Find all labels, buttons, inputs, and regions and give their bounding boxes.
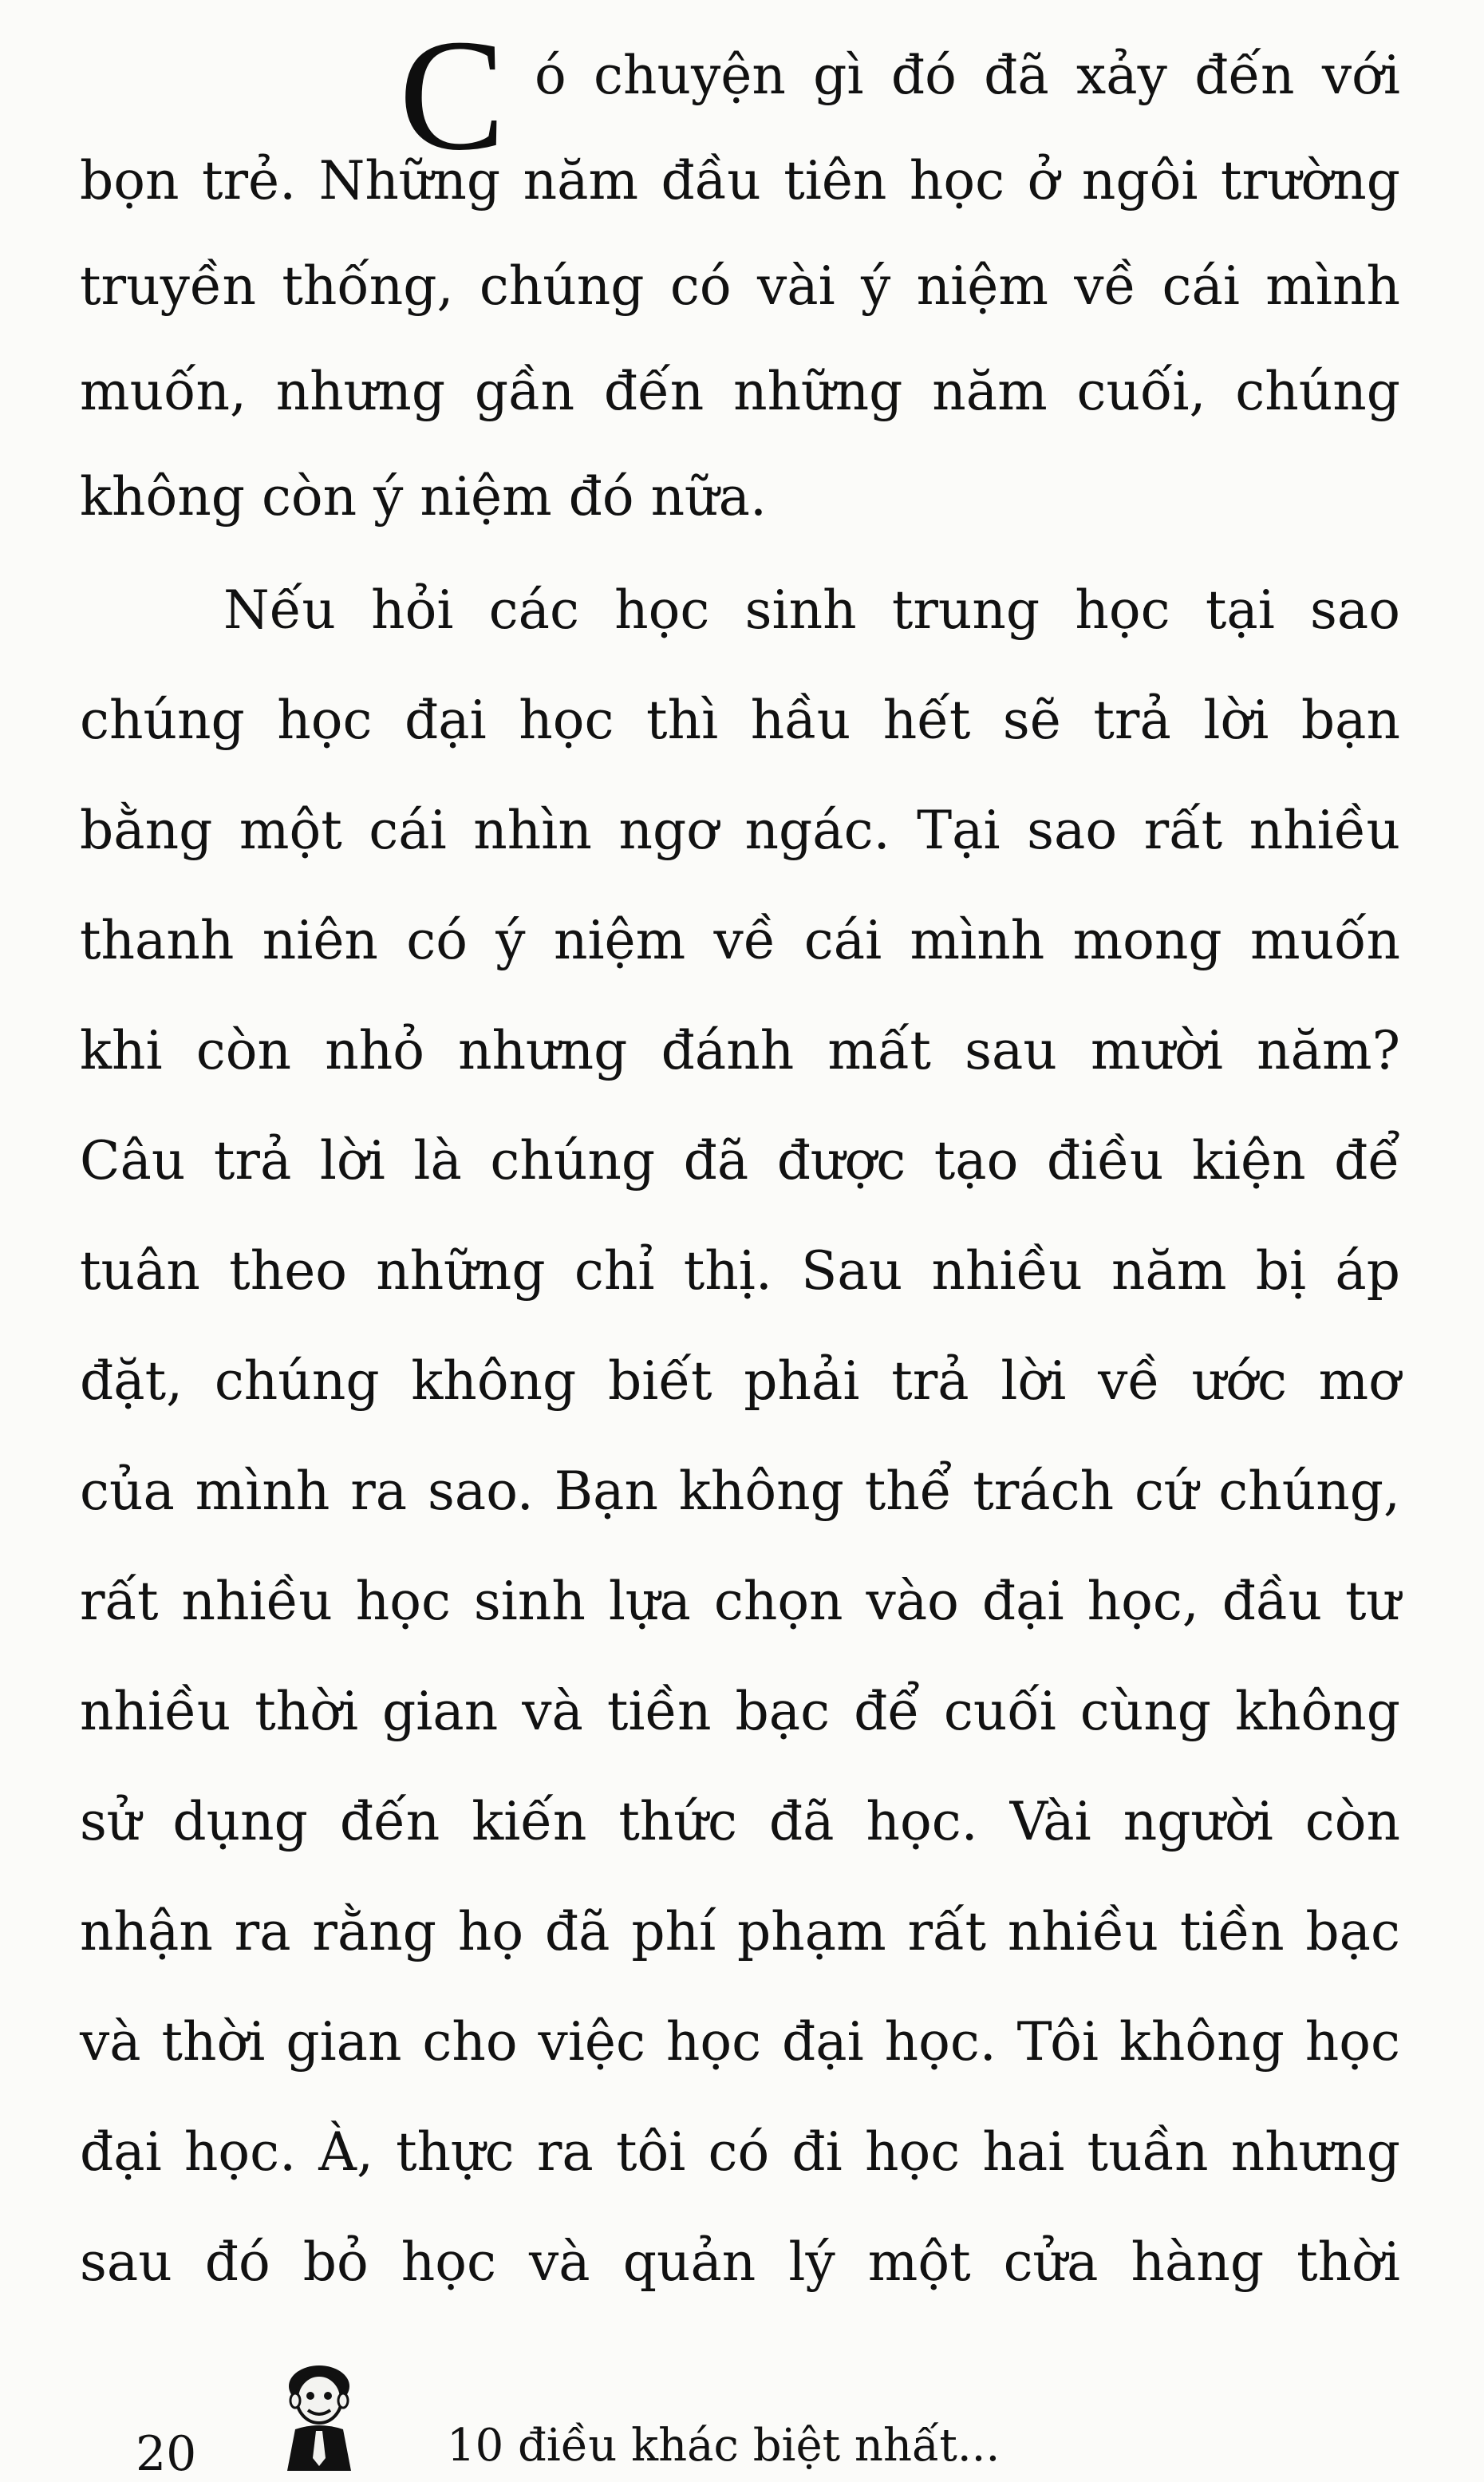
text-line: khi còn nhỏ nhưng đánh mất sau mười năm? (80, 1020, 1400, 1081)
text-line: ó chuyện gì đó đã xảy đến với (535, 45, 1400, 106)
text-line: đại học. À, thực ra tôi có đi học hai tuần nhưng (80, 2121, 1400, 2183)
page-footer (0, 2330, 1484, 2482)
text-line: truyền thống, chúng có vài ý niệm về cái mình (80, 255, 1400, 317)
text-line: của mình ra sao. Bạn không thể trách cứ chúng, (80, 1460, 1400, 1522)
drop-cap: C (399, 7, 506, 184)
text-line: đặt, chúng không biết phải trả lời về ước mơ (80, 1350, 1400, 1412)
text-line: Câu trả lời là chúng đã được tạo điều kiện để (80, 1130, 1400, 1192)
text-line: sau đó bỏ học và quản lý một cửa hàng thời (80, 2231, 1400, 2293)
page-number: 20 (136, 2426, 197, 2482)
text-line: và thời gian cho việc học đại học. Tôi không học (80, 2011, 1400, 2073)
text-line: Nếu hỏi các học sinh trung học tại sao (223, 579, 1400, 641)
reading-person-icon (263, 2362, 375, 2471)
text-line: bằng một cái nhìn ngơ ngác. Tại sao rất nhiều (80, 800, 1400, 861)
text-line: bọn trẻ. Những năm đầu tiên học ở ngôi trường (80, 150, 1400, 211)
text-line: nhận ra rằng họ đã phí phạm rất nhiều tiền bạc (80, 1901, 1400, 1962)
text-line: muốn, nhưng gần đến những năm cuối, chúng (80, 361, 1400, 422)
text-line: không còn ý niệm đó nữa. (80, 466, 767, 528)
text-line: thanh niên có ý niệm về cái mình mong muốn (80, 910, 1400, 971)
text-line: sử dụng đến kiến thức đã học. Vài người còn (80, 1791, 1400, 1852)
text-line: tuân theo những chỉ thị. Sau nhiều năm bị áp (80, 1240, 1400, 1302)
text-line: nhiều thời gian và tiền bạc để cuối cùng không (80, 1681, 1400, 1742)
text-line: rất nhiều học sinh lựa chọn vào đại học, đầu tư (80, 1571, 1400, 1632)
text-line: chúng học đại học thì hầu hết sẽ trả lời bạn (80, 690, 1400, 751)
running-title: 10 điều khác biệt nhất... (447, 2420, 1001, 2472)
